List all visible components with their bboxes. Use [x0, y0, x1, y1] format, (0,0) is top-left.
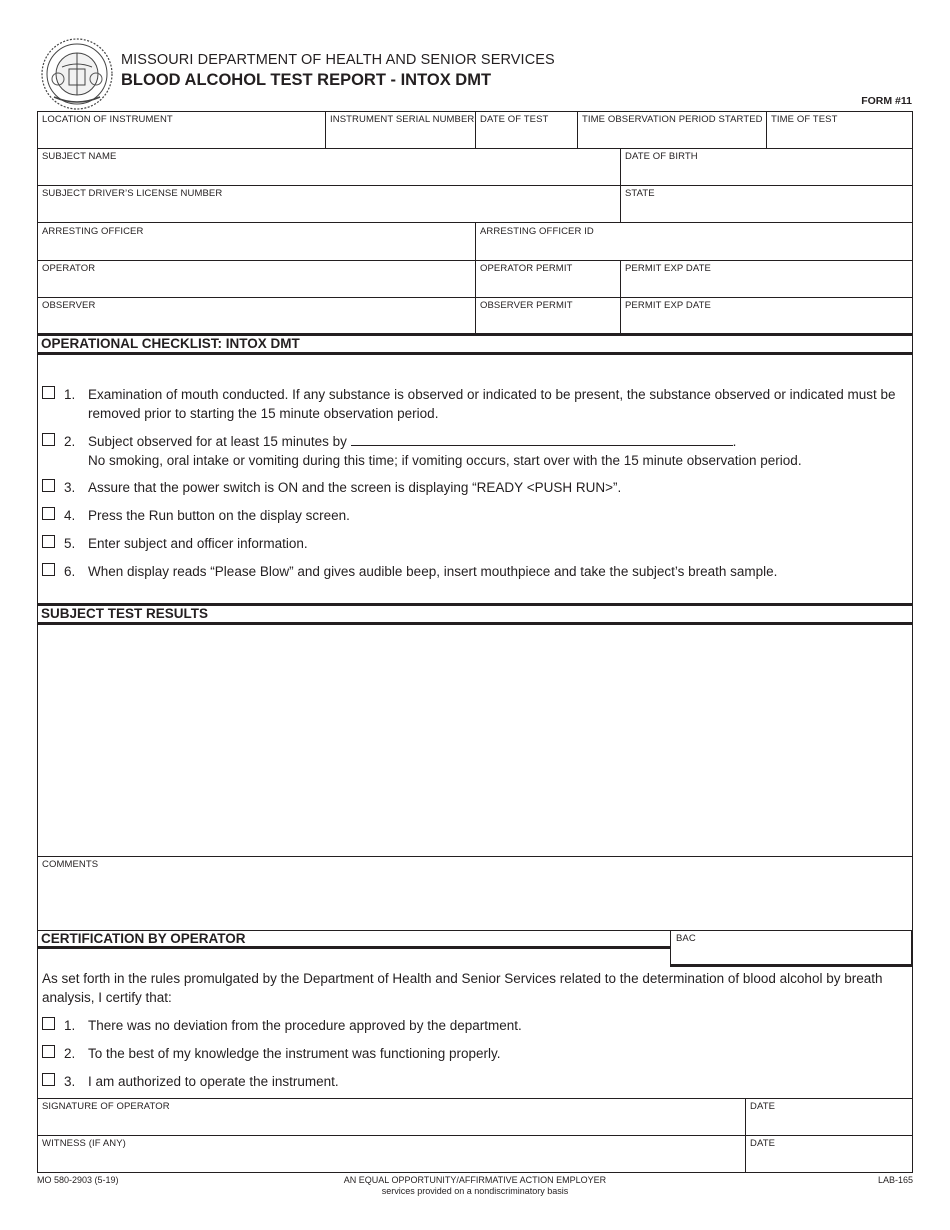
operator-permit-field[interactable]: OPERATOR PERMIT [480, 263, 573, 274]
results-section-header [37, 603, 913, 625]
checklist-checkbox-3[interactable] [42, 479, 55, 492]
arresting-officer-field[interactable]: ARRESTING OFFICER [42, 226, 144, 237]
item-text [88, 432, 910, 470]
item-number: 5. [64, 536, 76, 551]
rule [37, 1135, 913, 1136]
signature-of-operator-field[interactable]: SIGNATURE OF OPERATOR [42, 1101, 170, 1112]
rule [37, 856, 913, 857]
time-observation-started-field[interactable]: TIME OBSERVATION PERIOD STARTED [582, 114, 763, 125]
divider [475, 222, 476, 260]
divider [475, 111, 476, 148]
certification-checkbox-1[interactable] [42, 1017, 55, 1030]
item-number: 6. [64, 564, 76, 579]
item-text-line2: No smoking, oral intake or vomiting during this time; if vomiting occurs, start over with the 15 minute observation period. [88, 453, 802, 468]
form-number: FORM #11 [861, 95, 912, 107]
item-number: 1. [64, 387, 76, 402]
operator-permit-exp-date-field[interactable]: PERMIT EXP DATE [625, 263, 711, 274]
witness-date-field[interactable]: DATE [750, 1138, 776, 1149]
item-number: 2. [64, 1046, 76, 1061]
results-title: SUBJECT TEST RESULTS [41, 606, 209, 621]
nondiscrimination-statement: services provided on a nondiscriminatory basis [381, 1186, 569, 1196]
observer-name-blank[interactable] [351, 432, 733, 446]
lab-code: LAB-165 [877, 1175, 913, 1185]
divider [766, 111, 767, 148]
item-number: 4. [64, 508, 76, 523]
checklist-checkbox-2[interactable] [42, 433, 55, 446]
certification-checkbox-2[interactable] [42, 1045, 55, 1058]
witness-field[interactable]: WITNESS (IF ANY) [42, 1138, 126, 1149]
item-text: To the best of my knowledge the instrument was functioning properly. [88, 1046, 501, 1061]
checklist-checkbox-6[interactable] [42, 563, 55, 576]
item-text: When display reads “Please Blow” and gives audible beep, insert mouthpiece and take the subject’s breath sample. [88, 564, 778, 579]
divider [745, 1098, 746, 1173]
instrument-serial-number-field[interactable]: INSTRUMENT SERIAL NUMBER [330, 114, 475, 125]
date-of-birth-field[interactable]: DATE OF BIRTH [625, 151, 698, 162]
checklist-checkbox-5[interactable] [42, 535, 55, 548]
form-code: MO 580-2903 (5-19) [37, 1175, 119, 1185]
item-text: Assure that the power switch is ON and the screen is displaying “READY <PUSH RUN>”. [88, 480, 622, 495]
item-text-part: Subject observed for at least 15 minutes by [88, 434, 347, 449]
certification-checkbox-3[interactable] [42, 1073, 55, 1086]
rule [37, 148, 913, 149]
time-of-test-field[interactable]: TIME OF TEST [771, 114, 838, 125]
bac-box[interactable] [670, 930, 913, 967]
eeo-statement: AN EQUAL OPPORTUNITY/AFFIRMATIVE ACTION EMPLOYER [343, 1175, 607, 1185]
certification-title: CERTIFICATION BY OPERATOR [41, 931, 246, 946]
date-of-test-field[interactable]: DATE OF TEST [480, 114, 549, 125]
item-text: Press the Run button on the display screen. [88, 508, 350, 523]
item-number: 3. [64, 480, 76, 495]
department-name: MISSOURI DEPARTMENT OF HEALTH AND SENIOR SERVICES [121, 52, 555, 68]
checklist-checkbox-1[interactable] [42, 386, 55, 399]
observer-permit-field[interactable]: OBSERVER PERMIT [480, 300, 573, 311]
form-title: BLOOD ALCOHOL TEST REPORT - INTOX DMT [121, 71, 492, 89]
bac-label: BAC [676, 933, 696, 944]
subject-name-field[interactable]: SUBJECT NAME [42, 151, 117, 162]
checklist-title: OPERATIONAL CHECKLIST: INTOX DMT [41, 336, 300, 351]
divider [475, 260, 476, 335]
item-text: There was no deviation from the procedure approved by the department. [88, 1018, 522, 1033]
arresting-officer-id-field[interactable]: ARRESTING OFFICER ID [480, 226, 594, 237]
operator-field[interactable]: OPERATOR [42, 263, 96, 274]
checklist-checkbox-4[interactable] [42, 507, 55, 520]
test-results-area[interactable] [38, 625, 912, 856]
checklist-section-header [37, 333, 913, 355]
item-text-end: . [732, 434, 737, 449]
certification-section-header [37, 930, 670, 949]
divider [620, 148, 621, 222]
item-number: 2. [64, 434, 76, 449]
item-text: Enter subject and officer information. [88, 536, 308, 551]
item-text: I am authorized to operate the instrument. [88, 1074, 339, 1089]
item-number: 3. [64, 1074, 76, 1089]
divider [325, 111, 326, 148]
missouri-state-seal-icon [40, 37, 114, 111]
divider [577, 111, 578, 148]
observer-field[interactable]: OBSERVER [42, 300, 96, 311]
divider [620, 260, 621, 335]
item-number: 1. [64, 1018, 76, 1033]
item-text: Examination of mouth conducted. If any substance is observed or indicated to be present, the substance observed or indicated must be removed prior to starting the 15 minute observation period. [88, 387, 896, 421]
signature-date-field[interactable]: DATE [750, 1101, 776, 1112]
location-of-instrument-field[interactable]: LOCATION OF INSTRUMENT [42, 114, 173, 125]
rule [37, 1098, 913, 1099]
drivers-license-field[interactable]: SUBJECT DRIVER’S LICENSE NUMBER [42, 188, 223, 199]
certification-intro: As set forth in the rules promulgated by the Department of Health and Senior Services related to the determination of blood alcohol by breath analysis, I certify that: [42, 971, 883, 1005]
rule [37, 185, 913, 186]
comments-field[interactable]: COMMENTS [42, 859, 99, 870]
observer-permit-exp-date-field[interactable]: PERMIT EXP DATE [625, 300, 711, 311]
state-field[interactable]: STATE [625, 188, 655, 199]
